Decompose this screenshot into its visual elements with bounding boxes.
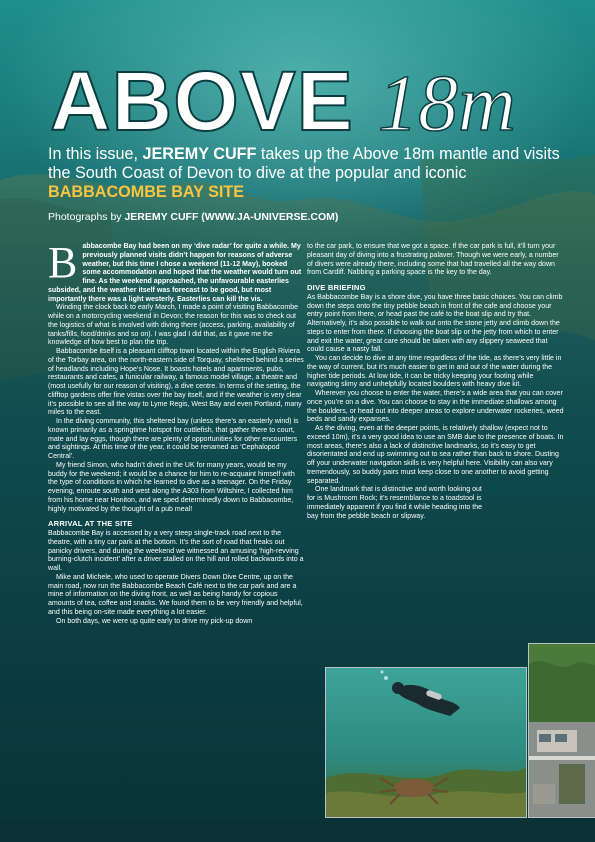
credit-name: JEREMY CUFF (WWW.JA-UNIVERSE.COM)	[124, 211, 339, 223]
lede-text: abbacombe Bay had been on my ‘dive radar’ for quite a while. My previously planned visits didn’t happen for reasons of adverse weather, but this time I chose a weekend (11-12 May), booked some accommodation and hoped that the weather would turn out fine. As the weekend approached, the unfavourable easterlies subsided, and the weather itself was forecast to be good, but most importantly there was a light westerly. Easterlies can kill the vis.	[48, 243, 302, 303]
intro-standfirst	[48, 145, 568, 202]
title-logo	[48, 52, 548, 144]
body-paragraph: bay from the pebble beach or slipway.	[307, 512, 426, 520]
photo-credit	[48, 211, 568, 223]
body-paragraph: As the diving, even at the deeper points, is relatively shallow (expect not to exceed 10m), it’s a very good idea to use an SMB due to the presence of boats. In most areas, there’s also a lack of distinctive landmarks, so it’s easy to get disorientated and end up swimming out to sea rather than back to shore. Dusting off your underwater navigation skills is very helpful here. Visibility can also vary tremendously, so buddy pairs must keep close to one another to avoid getting separated.	[307, 425, 564, 485]
section-heading-briefing: DIVE BRIEFING	[307, 283, 366, 292]
body-paragraph: Wherever you choose to enter the water, there’s a wide area that you can cover once you’re on a dive. You can choose to stay in the immediate shallows among the boulders, or head out into deeper areas to explore underwater rockeries, weed beds and sandy expanses.	[307, 390, 564, 424]
body-paragraph: to the car park, to ensure that we got a space. If the car park is full, it’ll turn your pleasant day of diving into a frustrating palaver. Though we were early, a number of divers were already there, including some that had travelled all the way down from Cardiff. Nabbing a parking space is the key to the day.	[307, 243, 559, 277]
body-paragraph: On both days, we were up quite early to drive my pick-up down	[56, 617, 253, 625]
body-paragraph: One landmark that is distinctive and worth looking out for is Mushroom Rock; it’s resemblance to a toadstool is immediately apparent if you find it while heading into the	[307, 486, 483, 511]
intro-text-1: In this issue,	[48, 145, 143, 163]
title-main: ABOVE	[50, 54, 354, 144]
intro-text-2: takes up the Above 18m mantle and visits the South Coast of Devon to dive at the popular and iconic	[48, 145, 560, 182]
title-suffix: 18m	[378, 60, 516, 144]
credit-label: Photographs by	[48, 211, 125, 223]
body-paragraph: Winding the clock back to early March, I made a point of visiting Babbacombe while on a motorcycling weekend in Devon; the reason for this was to check out the logistics of what is involved with diving there (access, parking, availability of tanks/fills, food/drinks and so on). I was glad I did that, as it gave me the knowledge of how best to plan the trip.	[48, 304, 299, 347]
body-paragraph: You can decide to dive at any time regardless of the tide, as there’s very little in the way of current, but it’s much easier to get in and out of the water during the higher tide periods. At low tide, it can be tricky keeping your footing while navigating slimy and unhelpfully located boulders with heavy dive kit.	[307, 355, 562, 389]
body-paragraph: Babbacombe itself is a pleasant clifftop town located within the English Riviera of the Torbay area, on the north-eastern side of Torquay, sheltered behind a series of headlands including Hope’s Nose. It boasts hotels and apartments, pubs, restaurants and cafes, a funicular railway, a famous model village, a theatre and (most usefully for our reason of visiting), a dive centre. In terms of the setting, the clifftop gardens offer fine vistas over the bay itself, and if the weather is very clear it’s possible to see all the way to Lyme Regis, West Bay and even Portland, many miles to the east.	[48, 348, 304, 417]
photo-diver-crab	[325, 667, 527, 818]
intro-site: BABBACOMBE BAY SITE	[48, 183, 245, 201]
intro-author: JEREMY CUFF	[142, 145, 257, 163]
section-heading-arrival: ARRIVAL AT THE SITE	[48, 519, 133, 529]
body-paragraph: In the diving community, this sheltered bay (unless there’s an easterly wind) is known primarily as a springtime hotspot for cuttlefish, that gather there to court, mate and lay eggs, though there are plenty of opportunities for other encounters and sightings. At this time of the year, it could be renamed as ‘Cephalopod Central’.	[48, 418, 299, 460]
body-paragraph: Babbacombe Bay is accessed by a very steep single-track road next to the theatre, with a tiny car park at the bottom. It’s the sort of road that freaks out panicky drivers, and during the weekend we witnessed an amusing ‘high-revving burning-clutch incident’ after a driver stalled on the hill and rolled backwards into a wall.	[48, 530, 304, 572]
drop-cap: B	[48, 238, 78, 287]
article-column-right	[307, 243, 565, 521]
body-paragraph: As Babbacombe Bay is a shore dive, you have three basic choices. You can climb down the steps onto the tiny pebble beach in front of the cafe and choose your entry point from there, or head past the café to the boat slip and try that. Alternatively, it’s also possible to walk out onto the stone jetty and climb down the steps to enter from there. If choosing the boat slip or the jetty from which to enter and exit the water, great care should be taken with any slippery seaweed that could cause a nasty fall.	[307, 293, 563, 354]
article-column-left	[48, 238, 306, 626]
body-paragraph: Mike and Michele, who used to operate Divers Down Dive Centre, up on the main road, now run the Babbacombe Beach Café next to the car park and are a mine of information on the diving front, as well as being handy for copious amounts of tea, coffee and snacks. We found them to be very friendly and helpful, and this being on-site made everything a lot easier.	[48, 573, 303, 616]
photo-jetty-slipway	[528, 643, 595, 818]
page-footer-bar	[0, 818, 595, 842]
body-paragraph: My friend Simon, who hadn’t dived in the UK for many years, would be my buddy for the weekend; it would be a chance for him to re-acquaint himself with the type of conditions in which he learned to dive as a teenager. On the Friday evening, enroute south and west along the A303 from Wiltshire, I collected him from his home near Honiton, and we sped determinedly down to Babbacombe, highly motivated by the thought of a pub meal!	[48, 461, 295, 513]
lede-paragraph	[48, 238, 306, 304]
